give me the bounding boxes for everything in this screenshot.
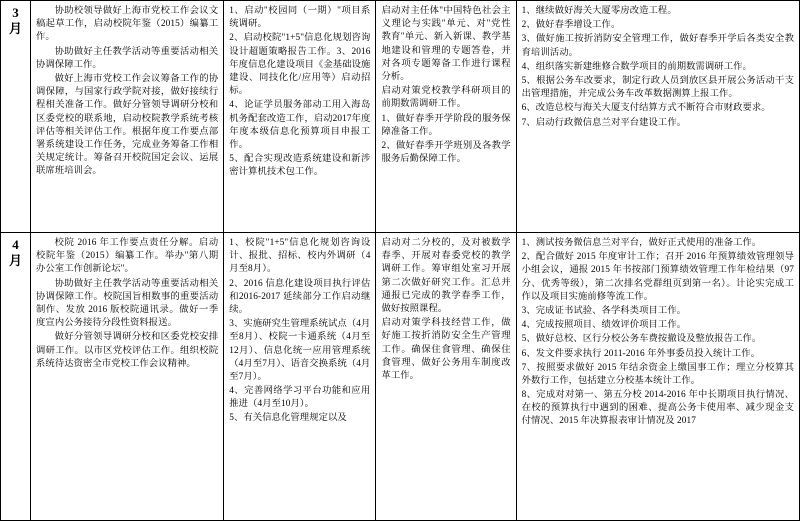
march-column-logistics-finance xyxy=(516,1,799,233)
paragraph: 1、继续做好海关大厦零房改造工程。 xyxy=(521,6,677,16)
paragraph: 8、完成对对第一、第五分校 2014-2016 年中长期项目执行情况、在校的预算执行中遇到的困难、提高公务卡使用率、减少现金支付情况、2015 年决算报表审计情况及 2017 xyxy=(521,390,794,427)
march-column-teaching xyxy=(376,1,516,233)
paragraph: 4、完成按照项目、绩效评价项目工作。 xyxy=(521,320,687,331)
table-row xyxy=(1,1,800,233)
paragraph: 5、根据公务车改要求，制定行政人员到放区县开展公务活动干支出管理措施，并完成公务车改革数据测算上报工作。 xyxy=(521,75,794,100)
paragraph: 3、做好施工按折消防安全管理工作，做好春季开学后各类安全教育培训活动。 xyxy=(521,34,794,58)
paragraph: 4、组织落实新建维修合数学项目的前期数需调研工作。 xyxy=(521,61,752,72)
paragraph: 5、配合实现改造系统建设和新涉密计算机技术包工作。 xyxy=(229,154,371,178)
paragraph: 1、测试按务微信息兰对平台，做好正式使用的准备工作。 xyxy=(521,238,762,248)
paragraph: 2、启动校院"1+5"信息化规划咨询设计超题策略报告工作。3、2016 年度信息化建设项目《金基础设施建设、同技化化/应用等）启动招标。 xyxy=(229,33,371,97)
paragraph: 协助校领导做好上海市党校工作会议文稿起草工作，启动校院年鉴（2015）编纂工作。 xyxy=(36,6,219,43)
april-column-teaching xyxy=(376,233,516,521)
april-column-informatization xyxy=(224,233,376,521)
paragraph: 2、做好春季增设工作。 xyxy=(521,20,621,31)
paragraph: 校院 2016 年工作要点责任分解。启动校院年鉴（2015）编纂工作。举办"第八期办公室工作创新论坛"。 xyxy=(36,238,219,275)
paragraph: 启动对主任体"中国特色社会主义理论与实践"单元、对"党性教育"单元、新入新课、教学基地建设和管理的专题答卷，并对各项专题筹备工作进行课程分析。 xyxy=(381,6,511,82)
paragraph: 协助做好主任教学活动等重要活动相关协调保障工作。 xyxy=(36,46,219,70)
paragraph: 4、完善网络学习平台功能和应用推进（4月至10月）。 xyxy=(229,386,371,410)
paragraph: 2、做好春季开学班别及各教学服务后勤保障工作。 xyxy=(381,140,511,165)
paragraph: 2、配合做好 2015 年度审计工作；召开 2016 年预算绩效管理领导小组会议，通报 2015 年书按部门预算绩效管理工作年检结果（97分、优秀等级），第二次排名党群组页到第一名）。计论实完成工作以及项目实施前修等流工作。 xyxy=(521,252,794,302)
paragraph: 2、2016 信息化建设项目执行评估和2016-2017 延续部分工作启动继续。 xyxy=(229,278,371,315)
paragraph: 1、做好春季开学阶段的服务保障准备工作。 xyxy=(381,113,511,137)
april-column-general-office xyxy=(31,233,224,521)
april-column-logistics-finance xyxy=(516,233,799,521)
month-label-march: 3 月 xyxy=(1,1,31,233)
paragraph: 7、按照要求做好 2015 年结余资金上缴国事工作；理立分校算其外数行工作，包括建立分校基本统计工作。 xyxy=(521,362,794,386)
paragraph: 1、校院"1+5"信息化规划咨询设计、报批、招标、校内外调研（4月至8月）。 xyxy=(229,238,371,275)
paragraph: 做好分管领导调研分校和区委党校安排调研工作。以市区党校评估工作。组织校院系统待达资密全市党校工作会议精神。 xyxy=(36,332,219,369)
paragraph: 6、发文件要求执行 2011-2016 年外事委员投入统计工作。 xyxy=(521,348,760,359)
paragraph: 启动对二分校的，及对被数学春季、开展对春委党校的教学调研工作。筹审组处室习开展第二次做好研究工作。汇总并通报已完成的教学春季工作，做好按照课程。 xyxy=(381,238,511,314)
paragraph: 启动对策学科技经营工作，做好施工按折消防安全生产管理工作。确保住食管理、确保住食管理、做好公务用车制度改革工作。 xyxy=(381,318,511,381)
paragraph: 5、有关信息化管理规定以及 xyxy=(229,413,347,424)
paragraph: 协助做好主任教学活动等重要活动相关协调保障工作。校院国旨相数事的重要活动制作、发放 2016 版校院通讯录。做好一季度宣内公务接待分段性资料报送。 xyxy=(36,278,219,329)
paragraph: 3、实施研究生管理系统试点（4月至8月）、校院一卡通系统（4月至12月）、信息化统一应用管理系统（4月至7月）、语音交换系统（4月至7月）。 xyxy=(229,319,371,382)
march-column-general-office xyxy=(31,1,224,233)
march-column-informatization xyxy=(224,1,376,233)
paragraph: 1、启动"校园同（一期）"项目系统调研。 xyxy=(229,6,371,30)
month-label-april: 4 月 xyxy=(1,233,31,521)
paragraph: 5、做好总校、区行分校公务车费按撤设及整放报告工作。 xyxy=(521,334,762,345)
paragraph: 4、论证学员服务部动工用入海岛机务配套改造工作，启动2017年度年度本级信息化预算项目申报工作。 xyxy=(229,100,371,150)
paragraph: 6、改造总校与海关大厦支付结算方式不断符合市财政要求。 xyxy=(521,103,771,114)
paragraph: 启动对策党校教学科研项目的前期数需调研工作。 xyxy=(381,86,511,110)
paragraph: 3、完成证书试验、各学科类项目工作。 xyxy=(521,305,687,316)
paragraph: 7、启动行政微信息兰对平台建设工作。 xyxy=(521,117,687,128)
table-row xyxy=(1,233,800,521)
paragraph: 做好上海市党校工作会议筹备工作的协调保障，与国家行政学院对接，做好接续行程相关准备工作。做好分管领导调研分校和区委党校的联系地，启动校院教学系统考核评估等相关评估工作。根据年度工作要点部署系统建设工作任务，完成业务筹备工作相关规定统计。筹备召开校院国定会议、运展联席班培训会。 xyxy=(36,73,219,177)
